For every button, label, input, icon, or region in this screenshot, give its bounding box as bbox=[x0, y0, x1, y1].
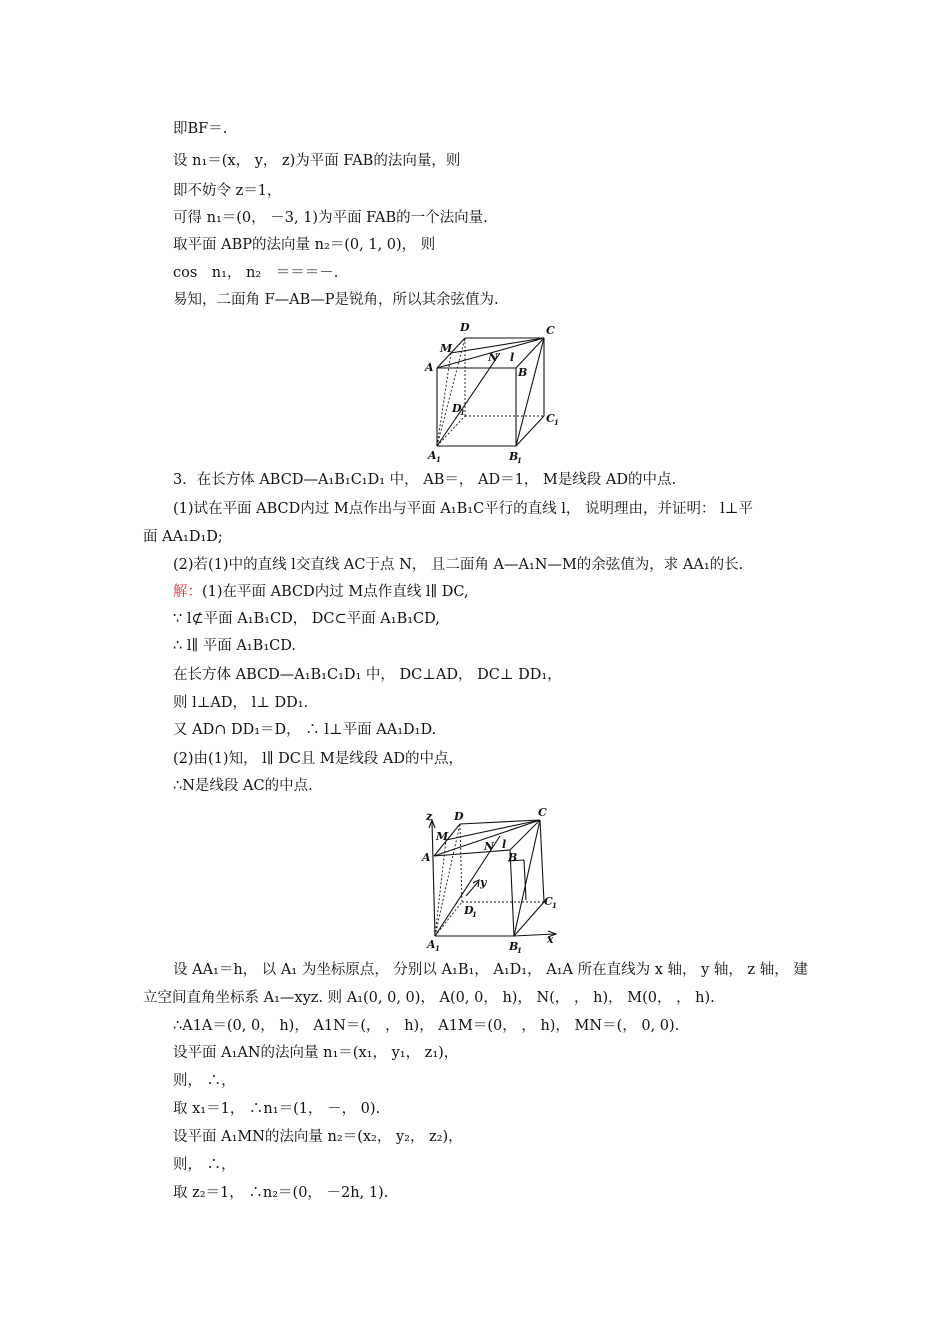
subscript: 1 bbox=[436, 455, 441, 464]
text-line: 取平面 ABP的法向量 n₂＝(0, 1, 0)， 则 bbox=[173, 237, 436, 253]
text-line: 设平面 A₁MN的法向量 n₂＝(x₂， y₂， z₂)， bbox=[173, 1129, 463, 1145]
text-line: cos n₁， n₂ ＝＝＝－. bbox=[173, 265, 339, 281]
cuboid-figure-1 bbox=[420, 318, 565, 466]
text-line: 设平面 A₁AN的法向量 n₁＝(x₁， y₁， z₁)， bbox=[173, 1045, 459, 1061]
text-line: 取 x₁＝1， ∴n₁＝(1， －， 0). bbox=[173, 1101, 381, 1117]
subscript: 1 bbox=[517, 456, 522, 465]
label-N: N bbox=[488, 351, 499, 364]
text-line: 设 AA₁＝h， 以 A₁ 为坐标原点， 分别以 A₁B₁， A₁D₁， A₁A 所在直线为 x 轴， y 轴， z 轴， 建 bbox=[173, 962, 808, 978]
label-C1: C bbox=[546, 412, 555, 425]
label-C1: C bbox=[544, 895, 553, 908]
label-D: D bbox=[460, 321, 470, 334]
label-C: C bbox=[538, 808, 547, 819]
label-B1: B bbox=[509, 450, 519, 463]
text-line: ∴ l∥ 平面 A₁B₁CD. bbox=[173, 638, 296, 654]
label-D1: D bbox=[452, 402, 462, 415]
text-line: 易知，二面角 F—AB—P是锐角，所以其余弦值为. bbox=[173, 292, 499, 308]
label-A1: A bbox=[427, 938, 436, 951]
text-line: ∵ l⊄平面 A₁B₁CD， DC⊂平面 A₁B₁CD, bbox=[173, 611, 440, 627]
text-line: 面 AA₁D₁D; bbox=[143, 529, 223, 545]
label-M: M bbox=[440, 342, 453, 355]
label-A: A bbox=[422, 851, 431, 864]
text-line: 立空间直角坐标系 A₁—xyz. 则 A₁(0, 0, 0)， A(0, 0， h)， N(， ， h)， M(0， ， h). bbox=[143, 990, 715, 1006]
text-line: ∴N是线段 AC的中点. bbox=[173, 778, 313, 794]
text-line: 则， ∴， bbox=[173, 1073, 236, 1089]
label-D: D bbox=[454, 810, 464, 823]
text-line: (2)若(1)中的直线 l交直线 AC于点 N， 且二面角 A—A₁N—M的余弦值为，求 AA₁的长. bbox=[173, 557, 744, 573]
label-B: B bbox=[518, 366, 528, 379]
label-C: C bbox=[546, 324, 555, 337]
text-line: 在长方体 ABCD—A₁B₁C₁D₁ 中， DC⊥AD， DC⊥ DD₁， bbox=[173, 667, 562, 683]
label-M: M bbox=[436, 830, 449, 843]
label-B1: B bbox=[509, 940, 519, 953]
text-line: 即不妨令 z＝1， bbox=[173, 183, 282, 199]
subscript: 1 bbox=[435, 944, 440, 953]
subscript: 1 bbox=[460, 408, 465, 417]
label-l: l bbox=[510, 351, 515, 364]
text-line: ∴A1A＝(0, 0， h)， A1N＝(， ， h)， A1M＝(0， ， h)， MN＝(， 0, 0). bbox=[173, 1018, 680, 1034]
label-B: B bbox=[508, 851, 518, 864]
label-A: A bbox=[425, 361, 434, 374]
subscript: 1 bbox=[517, 946, 522, 955]
label-N: N bbox=[484, 840, 495, 853]
solution-line bbox=[173, 582, 469, 602]
subscript: 1 bbox=[552, 901, 557, 910]
text-line: 设 n₁＝(x， y， z)为平面 FAB的法向量，则 bbox=[173, 153, 461, 169]
label-A1: A bbox=[428, 449, 437, 462]
label-z: z bbox=[426, 810, 433, 823]
text-line: 取 z₂＝1， ∴n₂＝(0， －2h, 1). bbox=[173, 1185, 389, 1201]
label-y: y bbox=[480, 876, 487, 889]
text-line: 又 AD∩ DD₁＝D， ∴ l⊥平面 AA₁D₁D. bbox=[173, 722, 437, 738]
text-line: 则 l⊥AD， l⊥ DD₁. bbox=[173, 695, 309, 711]
text-line: 可得 n₁＝(0， －3, 1)为平面 FAB的一个法向量. bbox=[173, 210, 488, 226]
problem-statement: 3．在长方体 ABCD—A₁B₁C₁D₁ 中， AB＝， AD＝1， M是线段 AD的中点. bbox=[173, 472, 677, 488]
label-x: x bbox=[547, 933, 554, 946]
text-line: (1)试在平面 ABCD内过 M点作出与平面 A₁B₁C平行的直线 l， 说明理由，并证明： l⊥平 bbox=[173, 501, 753, 517]
solution-text: (1)在平面 ABCD内过 M点作直线 l∥ DC, bbox=[202, 584, 469, 600]
label-D1: D bbox=[464, 904, 474, 917]
cuboid-figure-2 bbox=[418, 808, 568, 956]
label-l: l bbox=[502, 838, 507, 851]
text-line: 则， ∴， bbox=[173, 1157, 236, 1173]
subscript: 1 bbox=[472, 910, 477, 919]
text-line: (2)由(1)知， l∥ DC且 M是线段 AD的中点， bbox=[173, 751, 464, 767]
solution-label: 解： bbox=[173, 584, 202, 600]
subscript: 1 bbox=[554, 418, 559, 427]
text-line: 即BF＝. bbox=[173, 121, 228, 137]
